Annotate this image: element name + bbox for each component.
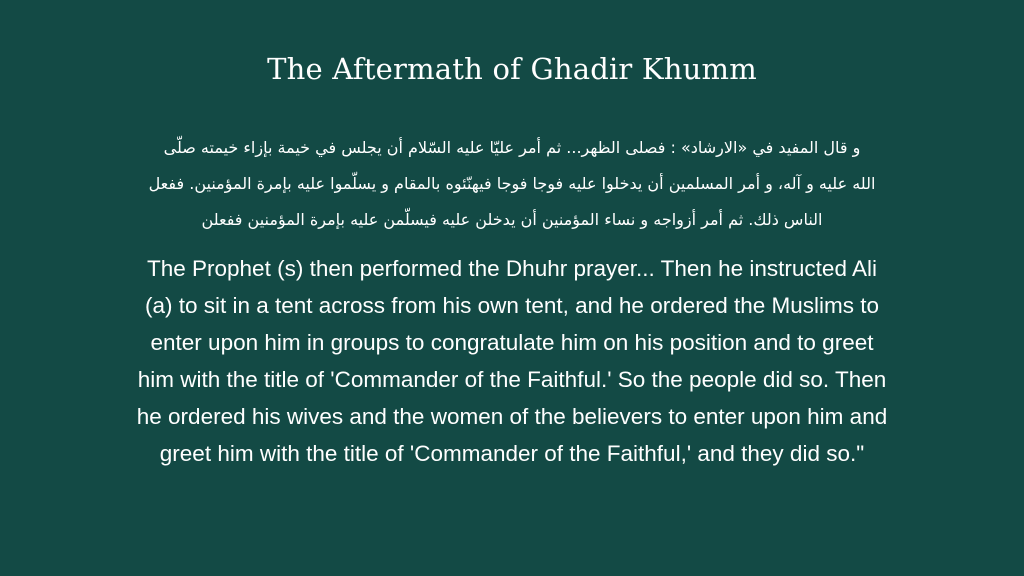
- arabic-quote: [60, 130, 964, 238]
- arabic-line: الله عليه و آله، و أمر المسلمين أن يدخلوا عليه فوجا فوجا فيهنّئوه بالمقام و يسلّموا عليه بإمرة المؤمنين. ففعل: [148, 174, 876, 193]
- english-translation: [40, 250, 984, 472]
- english-line: (a) to sit in a tent across from his own tent, and he ordered the Muslims to: [144, 293, 880, 318]
- english-line: him with the title of 'Commander of the Faithful.' So the people did so. Then: [137, 367, 887, 392]
- arabic-line: الناس ذلك. ثم أمر أزواجه و نساء المؤمنين أن يدخلن عليه فيسلّمن عليه بإمرة المؤمنين ففعلن: [201, 210, 823, 229]
- english-line: enter upon him in groups to congratulate him on his position and to greet: [150, 330, 874, 355]
- slide-title: The Aftermath of Ghadir Khumm: [267, 52, 757, 86]
- english-line: he ordered his wives and the women of the believers to enter upon him and: [136, 404, 888, 429]
- english-line: The Prophet (s) then performed the Dhuhr prayer... Then he instructed Ali: [147, 256, 877, 281]
- english-line: greet him with the title of 'Commander of the Faithful,' and they did so.": [159, 441, 865, 466]
- arabic-line: و قال المفيد في «الارشاد» : فصلى الظهر... ثم أمر عليّا عليه السّلام أن يجلس في خيمة بإزاء خيمته صلّى: [163, 138, 861, 157]
